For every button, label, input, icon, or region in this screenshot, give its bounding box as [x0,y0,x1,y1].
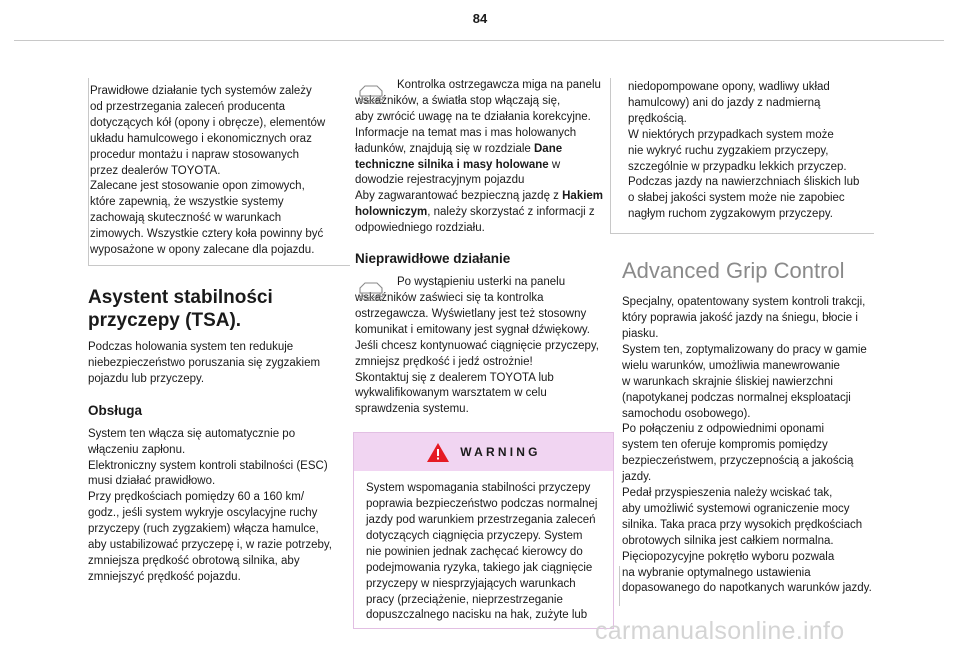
lamp-paragraph-block [355,78,612,237]
top-divider [14,40,944,41]
lamp-text-a: Kontrolka ostrzegawcza miga na panelu wskaźników, a światła stop włączają się, aby zwrócić uwagę na te działania korekcyjne. Informacje na temat mas i mas holowanych ładunków, znajdują się w rozdziale [355,79,601,155]
intro-box [88,78,350,266]
fault-text: Po wystąpieniu usterki na panelu wskaźników zaświeci się ta kontrolka ostrzegawcza. Wyświetlany jest też stosowny komunikat i emitowany jest sygnał dźwiękowy. Jeśli chcesz kontynuować ciągnięcie przyczepy, zmniejsz prędkość i jedź ostrożnie! Skontaktuj się z dealerem TOYOTA lub wykwalifikowanym warsztatem w celu sprawdzenia systemu. [355,276,599,416]
column-2 [355,78,612,629]
column-divider [619,566,620,606]
lamp-paragraph [355,78,612,237]
column-3 [622,78,884,597]
lamp-text-b: w dowodzie rejestracyjnym pojazdu Aby zagwarantować bezpieczną jazdę z [355,158,561,203]
lamp-bold-2: Hakiem holowniczym [355,190,604,219]
trailer-sway-warning-lamp-icon [357,279,385,301]
obsluga-paragraph: System ten włącza się automatycznie po włączeniu zapłonu. Elektroniczny system kontroli stabilności (ESC) musi działać prawidłowo. Przy prędkościach pomiędzy 60 a 160 km/ godz., jeśli system wykryje oscylacyjne ruchy przyczepy (ruch zygzakiem) włącza hamulce, aby ustabilizować przyczepę i, w razie potrzeby, zmniejsza prędkość obrotową silnika, aby zmniejszyć prędkość pojazdu. [88,427,332,583]
lamp-bold-1: Dane techniczne silnika i masy holowane [355,142,563,171]
trailer-sway-warning-lamp-icon [357,82,385,104]
fault-heading: Nieprawidłowe działanie [355,251,511,267]
warning-paragraph: System wspomagania stabilności przyczepy poprawia bezpieczeństwo podczas normalnej jazdy pod warunkiem przestrzegania zaleceń dotyczących ciągnięcia przyczepy. System nie powinien jednak zachęcać kierowcy do podejmowania ryzyka, takiego jak ciągnięcie przyczepy w niesprzyjających warunkach pracy (przeciążenie, nieprzestrzeganie dopuszczalnego nacisku na hak, zużyte lub [366,482,598,622]
fault-paragraph [355,275,612,418]
watermark: carmanualsonline.info [595,617,845,645]
warning-triangle-icon [426,442,450,463]
page-number: 84 [472,11,488,26]
continued-paragraph: niedopompowane opony, wadliwy układ hamulcowy) ani do jazdy z nadmierną prędkością. W niektórych przypadkach system może nie wykryć ruchu zygzakiem przyczepy, szczególnie w przypadku lekkich przyczep. Podczas jazdy na nawierzchniach śliskich lub o słabej jakości system może nie zapobiec nagłym ruchom zygzakowym przyczepy. [628,81,860,221]
warning-box [353,432,614,629]
intro-paragraph: Prawidłowe działanie tych systemów zależy od przestrzegania zaleceń producenta dotyczących kół (opony i obręcze), elementów układu hamulcowego i ekonomicznych oraz procedur montażu i napraw stosowanych przez dealerów TOYOTA. Zalecane jest stosowanie opon zimowych, które zapewnią, że wszystkie systemy zachowają skuteczność w warunkach zimowych. Wszystkie cztery koła powinny być wyposażone w opony zalecane dla pojazdu. [90,85,326,257]
section-title-tsa: Asystent stabilności przyczepy (TSA). [88,286,273,331]
column-1 [88,78,350,586]
warning-header [354,433,613,471]
continued-box [610,78,874,234]
warning-body [354,471,613,628]
agc-paragraph: Specjalny, opatentowany system kontroli trakcji, który poprawia jakość jazdy na śniegu, błocie i piasku. System ten, zoptymalizowany do pracy w gamie wielu warunków, umożliwia manewrowanie w warunkach skrajnie śliskiej nawierzchni (napotykanej podczas normalnej eksploatacji samochodu osobowego). Po połączeniu z odpowiednimi oponami system ten oferuje kompromis pomiędzy bezpieczeństwem, przyczepnością a jakością jazdy. Pedał przyspieszenia należy wciskać tak, aby umożliwić systemowi ograniczenie mocy silnika. Taka praca przy wysokich prędkościach obrotowych silnika jest całkiem normalna. Pięciopozycyjne pokrętło wyboru pozwala na wybranie optymalnego ustawienia dopasowanego do napotkanych warunków jazdy. [622,296,872,595]
warning-title: WARNING [460,445,541,460]
agc-title: Advanced Grip Control [622,258,845,284]
lamp-text-c: , należy skorzystać z informacji z odpowiedniego rozdziału. [355,206,595,235]
fault-paragraph-block [355,275,612,418]
obsluga-heading: Obsługa [88,402,143,418]
tsa-intro-paragraph: Podczas holowania system ten redukuje niebezpieczeństwo poruszania się zygzakiem pojazdu lub przyczepy. [88,340,321,385]
